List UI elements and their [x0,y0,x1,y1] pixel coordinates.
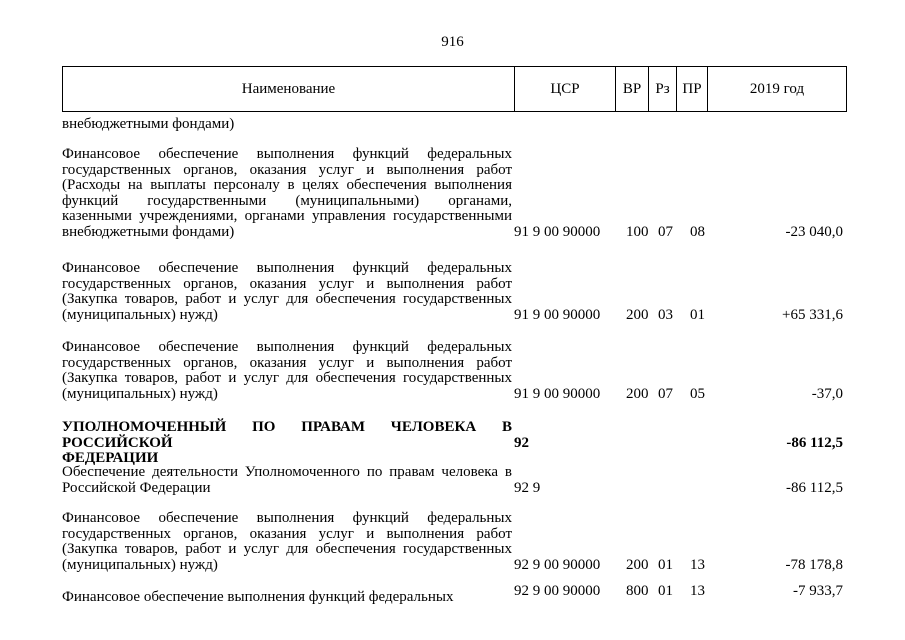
row-csr: 92 [514,434,529,451]
row-name-line: (Закупка товаров, работ и услуг для обеспечения государственных [62,370,512,386]
row-rz: 01 [658,583,673,599]
row-amount: -23 040,0 [785,223,843,240]
row-pr: 05 [690,385,705,402]
row-name-line: Обеспечение деятельности Уполномоченного по правам человека в [62,464,512,480]
row-csr: 91 9 00 90000 [514,385,601,402]
header-name: Наименование [63,67,515,111]
row-name-line: государственных органов, оказания услуг и выполнения работ [62,275,512,292]
row-name-line: государственных органов, оказания услуг и выполнения работ [62,161,512,178]
row-amount: -86 112,5 [786,434,843,451]
row-name [62,117,512,133]
row-vr: 200 [626,556,649,573]
header-year: 2019 год [749,80,805,97]
row-pr: 08 [690,223,705,240]
row-csr: 92 9 00 90000 [514,583,601,599]
row-name-line: (Закупка товаров, работ и услуг для обеспечения государственных [62,541,512,557]
row-csr: 91 9 00 90000 [514,223,601,240]
row-name-line: ФЕДЕРАЦИИ [62,450,159,466]
row-name-line: казенными учреждениями, органами управления государственными [62,208,512,224]
row-name-line: Финансовое обеспечение выполнения функций федеральных [62,510,512,526]
row-name-line: Российской Федерации [62,479,211,496]
row-name [62,465,512,496]
row-name [62,340,512,402]
row-name [62,261,512,323]
row-name-line: (Закупка товаров, работ и услуг для обеспечения государственных [62,291,512,307]
row-name-line: государственных органов, оказания услуг и выполнения работ [62,354,512,371]
row-amount: -86 112,5 [786,479,843,496]
row-name-line: внебюджетными фондами) [62,223,235,240]
header-vr: ВР [616,67,649,111]
row-csr: 92 9 00 90000 [514,556,601,573]
table-header [62,66,847,112]
row-rz: 03 [658,306,673,323]
row-pr: 01 [690,306,705,323]
row-name [62,511,512,573]
row-vr: 800 [626,583,649,599]
header-rz: Рз [649,67,677,111]
row-name-line: внебюджетными фондами) [62,116,235,132]
row-vr: 200 [626,306,649,323]
row-pr: 13 [690,556,705,573]
row-name [62,590,512,606]
row-name-line: (муниципальных) нужд) [62,556,218,573]
row-rz: 07 [658,223,673,240]
row-name-line: Финансовое обеспечение выполнения функций федеральных [62,260,512,276]
row-name-line: Финансовое обеспечение выполнения функций федеральных [62,589,454,605]
row-name-line: (муниципальных) нужд) [62,306,218,323]
row-amount: -37,0 [811,385,843,402]
page-number: 916 [441,34,464,50]
row-vr: 100 [626,223,649,240]
row-amount: -78 178,8 [785,556,843,573]
row-name-line: Финансовое обеспечение выполнения функций федеральных [62,146,512,162]
row-name [62,420,512,467]
row-name-line: УПОЛНОМОЧЕННЫЙ ПО ПРАВАМ ЧЕЛОВЕКА В РОССИЙСКОЙ [62,419,512,451]
row-name-line: (муниципальных) нужд) [62,385,218,402]
row-name-line: Финансовое обеспечение выполнения функций федеральных [62,339,512,355]
header-pr: ПР [677,67,708,111]
row-amount: -7 933,7 [793,583,843,599]
row-name-line: (Расходы на выплаты персоналу в целях обеспечения выполнения [62,177,512,193]
row-name-line: государственных органов, оказания услуг и выполнения работ [62,525,512,542]
row-pr: 13 [690,583,705,599]
row-rz: 07 [658,385,673,402]
row-name [62,147,512,240]
row-amount: +65 331,6 [782,306,843,323]
header-csr: ЦСР [515,67,616,111]
row-vr: 200 [626,385,649,402]
row-csr: 92 9 [514,479,541,496]
row-csr: 91 9 00 90000 [514,306,601,323]
row-name-line: функций государственными (муниципальными) органами, [62,192,512,209]
row-rz: 01 [658,556,673,573]
